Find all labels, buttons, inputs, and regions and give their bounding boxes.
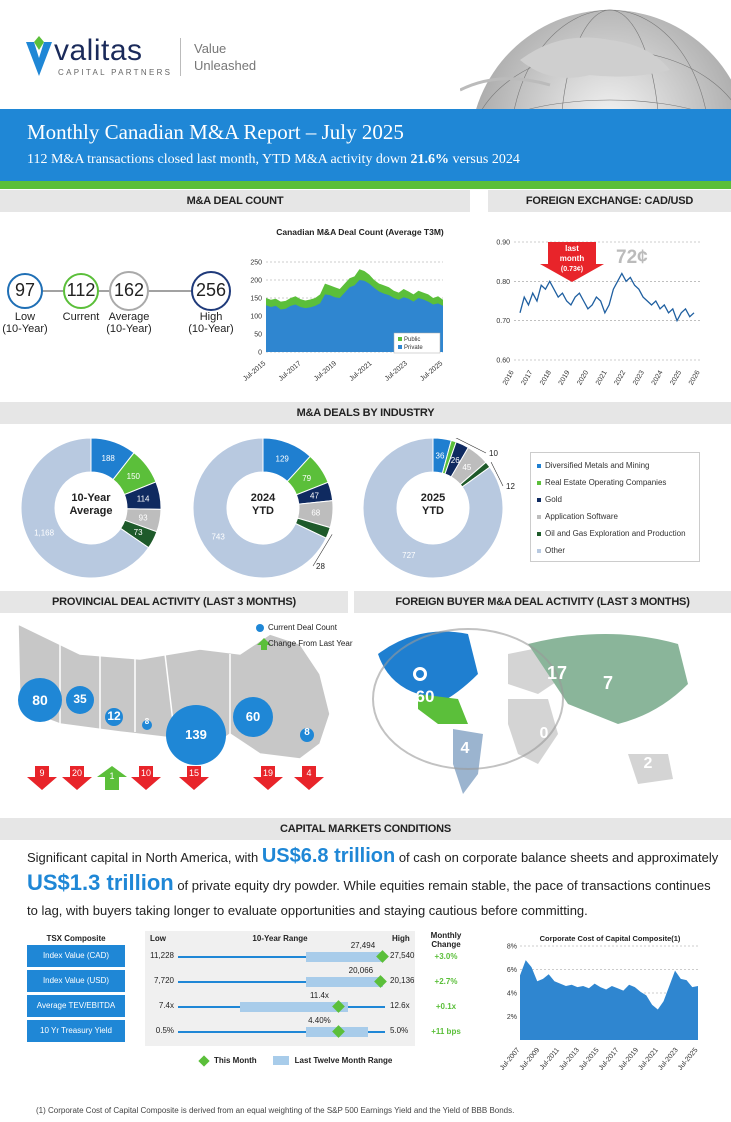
y-tick-label: 6% [506, 967, 517, 974]
legend-swatch [537, 481, 541, 485]
world-map [358, 614, 731, 809]
fx-big-label: 72¢ [616, 247, 648, 268]
x-tick-label: 2023 [632, 369, 646, 387]
banner-subtitle-pre: 112 M&A transactions closed last month, YTD M&A activity down [27, 152, 411, 167]
region-deal-count: 0 [539, 725, 549, 742]
x-tick-label: Jul-2015 [578, 1046, 601, 1072]
tsx-row-high: 12.6x [390, 1001, 410, 1010]
x-tick-label: Jul-2015 [242, 360, 268, 383]
donut-label: 68 [311, 508, 321, 518]
donut-label: 150 [126, 472, 141, 482]
donut-label: 188 [101, 453, 115, 463]
stat-high-label2: (10-Year) [188, 323, 234, 335]
y-tick-label: 150 [250, 295, 262, 303]
capital-text1: Significant capital in North America, with [27, 850, 262, 865]
donut-label: 743 [211, 532, 225, 542]
deal-count-chart-title: Canadian M&A Deal Count (Average T3M) [276, 227, 444, 237]
legend-this-month: This Month [214, 1056, 257, 1065]
donut-label: 727 [402, 551, 416, 561]
tagline-line2: Unleashed [194, 58, 257, 73]
section-provincial: PROVINCIAL DEAL ACTIVITY (LAST 3 MONTHS) [0, 591, 348, 613]
tsx-row-label: 10 Yr Treasury Yield [27, 1020, 125, 1042]
globe-image [460, 0, 731, 115]
donut-label: 28 [316, 562, 325, 571]
donut-center-label: 2024 [250, 492, 276, 504]
deal-count-chart [238, 238, 450, 388]
change-value: 10 [140, 768, 151, 778]
x-tick-label: Jul-2025 [419, 360, 445, 383]
stat-current [56, 280, 106, 323]
tsx-row-label: Index Value (CAD) [27, 945, 125, 967]
x-tick-label: Jul-2021 [637, 1046, 660, 1072]
section-deal-count: M&A DEAL COUNT [0, 190, 470, 212]
y-tick-label: 50 [254, 331, 262, 339]
donut-label: 79 [302, 473, 312, 483]
logo-divider [180, 38, 181, 76]
province-bubble-value: 8 [304, 727, 310, 738]
legend-ltm: Last Twelve Month Range [294, 1056, 393, 1065]
legend-swatch [537, 532, 541, 536]
donut-label: 114 [136, 494, 150, 504]
stat-high [186, 280, 236, 335]
stat-average [104, 280, 154, 335]
donut-label: 10 [489, 449, 498, 458]
change-value: 20 [71, 768, 82, 778]
legend-item [537, 525, 693, 542]
legend-label: Oil and Gas Exploration and Production [545, 529, 686, 538]
x-tick-label: 2016 [501, 369, 516, 387]
tsx-row-high: 20,136 [390, 976, 415, 985]
logo [26, 34, 176, 79]
x-tick-label: Jul-2011 [538, 1046, 562, 1072]
donut-label: 45 [462, 463, 472, 473]
tsx-row-change: +3.0% [434, 952, 458, 961]
fx-line [520, 273, 694, 320]
province-bubble-value: 8 [144, 717, 150, 726]
change-header-1: Monthly [430, 931, 462, 940]
legend-item [537, 457, 693, 474]
donut-center-label: YTD [252, 505, 274, 517]
stat-low-label2: (10-Year) [2, 323, 48, 335]
x-tick-label: 2020 [576, 369, 591, 387]
banner-green-stripe [0, 181, 731, 189]
change-value: 4 [306, 768, 312, 778]
ltm-range-icon [273, 1056, 289, 1065]
legend-swatch [537, 464, 541, 468]
x-tick-label: 2026 [687, 369, 702, 387]
tsx-row-change: +0.1x [435, 1002, 457, 1011]
tsx-row-current: 4.40% [308, 1016, 331, 1025]
x-tick-label: 2021 [594, 369, 609, 387]
y-tick-label: 200 [250, 277, 262, 285]
donut-label: 93 [138, 513, 148, 523]
banner-subtitle-post: versus 2024 [449, 152, 520, 167]
y-tick-label: 100 [250, 313, 262, 321]
change-value: 9 [39, 768, 45, 778]
coc-area [520, 960, 698, 1040]
x-tick-label: Jul-2017 [277, 360, 303, 383]
x-tick-label: 2019 [557, 369, 572, 387]
province-bubble-value: 139 [185, 727, 207, 742]
change-header-2: Change [431, 940, 461, 949]
donut-label: 73 [133, 528, 143, 538]
donut-2024-ytd [188, 438, 338, 578]
tsx-row-current: 27,494 [350, 941, 376, 950]
stat-low-value: 97 [14, 280, 36, 300]
capital-text3: of private equity dry powder. While equities remain stable, the pace of transactions continues to lag, with buyers taking longer to evaluate opportunities and staying cautious before committing. [27, 878, 711, 918]
x-tick-label: 2018 [539, 369, 553, 387]
logo-mark-icon [26, 36, 52, 76]
donut-label: 36 [435, 451, 445, 461]
region-deal-count: 17 [546, 663, 568, 683]
tsx-row-low: 11,228 [150, 951, 174, 960]
prov-legend-change: Change From Last Year [268, 639, 353, 648]
tsx-row-label: Average TEV/EBITDA [27, 995, 125, 1017]
legend-item [537, 508, 693, 525]
banner-subtitle [27, 152, 520, 168]
cost-of-capital-chart [498, 942, 708, 1082]
y-tick-label: 0.90 [496, 239, 510, 247]
region-deal-count: 4 [460, 740, 470, 757]
y-tick-label: 4% [506, 990, 517, 998]
x-tick-label: Jul-2023 [383, 360, 409, 383]
stat-average-label1: Average [108, 311, 150, 323]
province-bubble-value: 60 [245, 709, 261, 724]
stat-current-label1: Current [62, 311, 100, 323]
y-tick-label: 0.80 [496, 278, 510, 286]
legend-swatch [537, 549, 541, 553]
ltm-range-bar [306, 952, 383, 962]
stat-average-value: 162 [113, 280, 145, 300]
logo-name: valitas [54, 34, 143, 67]
donut-center-label: 10-Year [71, 492, 111, 504]
legend-label: Diversified Metals and Mining [545, 461, 650, 470]
stat-high-value: 256 [195, 280, 227, 300]
legend-label: Application Software [545, 512, 618, 521]
legend-swatch [537, 515, 541, 519]
tsx-row-high: 5.0% [390, 1026, 409, 1035]
tsx-row-change: +2.7% [434, 977, 458, 986]
region-deal-count: 7 [602, 673, 613, 693]
legend-item [537, 474, 693, 491]
donut-10-year-average [16, 438, 166, 578]
logo-subtitle: CAPITAL PARTNERS [58, 68, 173, 77]
capital-paragraph [27, 844, 721, 923]
donut-2025-ytd [358, 438, 518, 578]
tsx-row-current: 11.4x [309, 991, 329, 1000]
ltm-range-bar [240, 1002, 348, 1012]
legend-label: Gold [545, 495, 562, 504]
legend-label: Public [404, 337, 421, 343]
change-header [425, 931, 467, 949]
region-deal-count: 60 [415, 687, 435, 706]
x-tick-label: 2022 [613, 369, 628, 387]
prov-legend-count: Current Deal Count [268, 623, 337, 632]
x-tick-label: Jul-2007 [498, 1046, 522, 1072]
tsx-row-low: 0.5% [155, 1026, 174, 1035]
banner-title: Monthly Canadian M&A Report – July 2025 [27, 120, 404, 144]
banner-subtitle-bold: 21.6% [410, 152, 450, 167]
donut-label: 12 [506, 482, 515, 491]
donut-label: 26 [450, 455, 460, 465]
x-tick-label: 2024 [650, 369, 665, 387]
tsx-row-low: 7,720 [153, 976, 174, 985]
donut-label: 47 [310, 491, 319, 501]
tagline-line1: Value [194, 41, 227, 56]
change-value: 19 [262, 768, 273, 778]
x-tick-label: Jul-2023 [657, 1046, 680, 1072]
x-tick-label: Jul-2017 [597, 1046, 621, 1072]
tsx-header: TSX Composite [46, 934, 106, 943]
range-header: 10-Year Range [252, 934, 308, 943]
x-tick-label: Jul-2021 [348, 360, 374, 383]
donut-label: 1,168 [34, 528, 55, 538]
stat-low [0, 280, 50, 335]
legend-item [537, 542, 693, 559]
change-value: 15 [188, 768, 199, 778]
y-tick-label: 0 [258, 349, 262, 357]
legend-swatch [537, 498, 541, 502]
tsx-row-low: 7.4x [158, 1001, 174, 1010]
coc-chart-title: Corporate Cost of Capital Composite(1) [539, 934, 681, 943]
province-bubble-value: 12 [107, 709, 121, 723]
y-tick-label: 0.70 [496, 318, 510, 326]
stat-high-label1: High [199, 311, 223, 323]
stat-average-label2: (10-Year) [106, 323, 152, 335]
industry-legend [530, 452, 700, 562]
y-tick-label: 8% [506, 943, 517, 951]
x-tick-label: Jul-2025 [676, 1046, 700, 1072]
tsx-row-high: 27,540 [390, 951, 415, 960]
capital-big2: US$1.3 trillion [27, 870, 174, 895]
low-header: Low [150, 934, 166, 943]
footnote: (1) Corporate Cost of Capital Composite is derived from an equal weighting of the S&P 500 Earnings Yield and the Yield of BBB Bonds. [36, 1106, 515, 1115]
change-value: 1 [109, 771, 115, 781]
high-header: High [392, 934, 410, 943]
stat-low-label1: Low [14, 311, 36, 323]
x-tick-label: 2025 [669, 369, 684, 387]
donut-center-label: Average [69, 505, 113, 517]
x-tick-label: Jul-2013 [558, 1046, 581, 1072]
section-industry: M&A DEALS BY INDUSTRY [0, 402, 731, 424]
legend-swatch [398, 337, 402, 341]
donut-center-label: 2025 [420, 492, 446, 504]
capital-big1: US$6.8 trillion [261, 845, 396, 867]
ltm-range-bar [306, 977, 383, 987]
legend-label: Other [545, 546, 566, 555]
section-foreign: FOREIGN BUYER M&A DEAL ACTIVITY (LAST 3 MONTHS) [354, 591, 731, 613]
tsx-legend [200, 1056, 392, 1065]
fx-chart [490, 232, 710, 387]
annotation-line2: month [559, 254, 585, 263]
stat-current-value: 112 [66, 280, 96, 300]
legend-item [537, 491, 693, 508]
donut-label: 129 [275, 454, 289, 464]
capital-text2: of cash on corporate balance sheets and approximately [395, 850, 719, 865]
section-capital: CAPITAL MARKETS CONDITIONS [0, 818, 731, 840]
donut-center-label: YTD [422, 505, 444, 517]
tsx-row-change: +11 bps [431, 1027, 461, 1036]
y-tick-label: 0.60 [496, 357, 510, 365]
tsx-row-current: 20,066 [348, 966, 374, 975]
x-tick-label: Jul-2019 [313, 360, 339, 383]
annotation-line1: last [565, 244, 579, 253]
legend-label: Real Estate Operating Companies [545, 478, 667, 487]
x-tick-label: Jul-2019 [617, 1046, 641, 1072]
x-tick-label: 2017 [520, 369, 535, 387]
y-tick-label: 2% [506, 1014, 517, 1021]
province-bubble-value: 35 [73, 692, 87, 706]
legend-label: Private [404, 345, 423, 351]
this-month-icon [198, 1055, 209, 1066]
annotation-line3: (0.73¢) [560, 266, 584, 273]
section-fx: FOREIGN EXCHANGE: CAD/USD [488, 190, 731, 212]
tsx-row-label: Index Value (USD) [27, 970, 125, 992]
legend-swatch [398, 345, 402, 349]
region-deal-count: 2 [643, 755, 653, 772]
x-tick-label: Jul-2009 [518, 1046, 542, 1072]
y-tick-label: 250 [250, 259, 262, 267]
province-bubble-value: 80 [32, 692, 48, 708]
